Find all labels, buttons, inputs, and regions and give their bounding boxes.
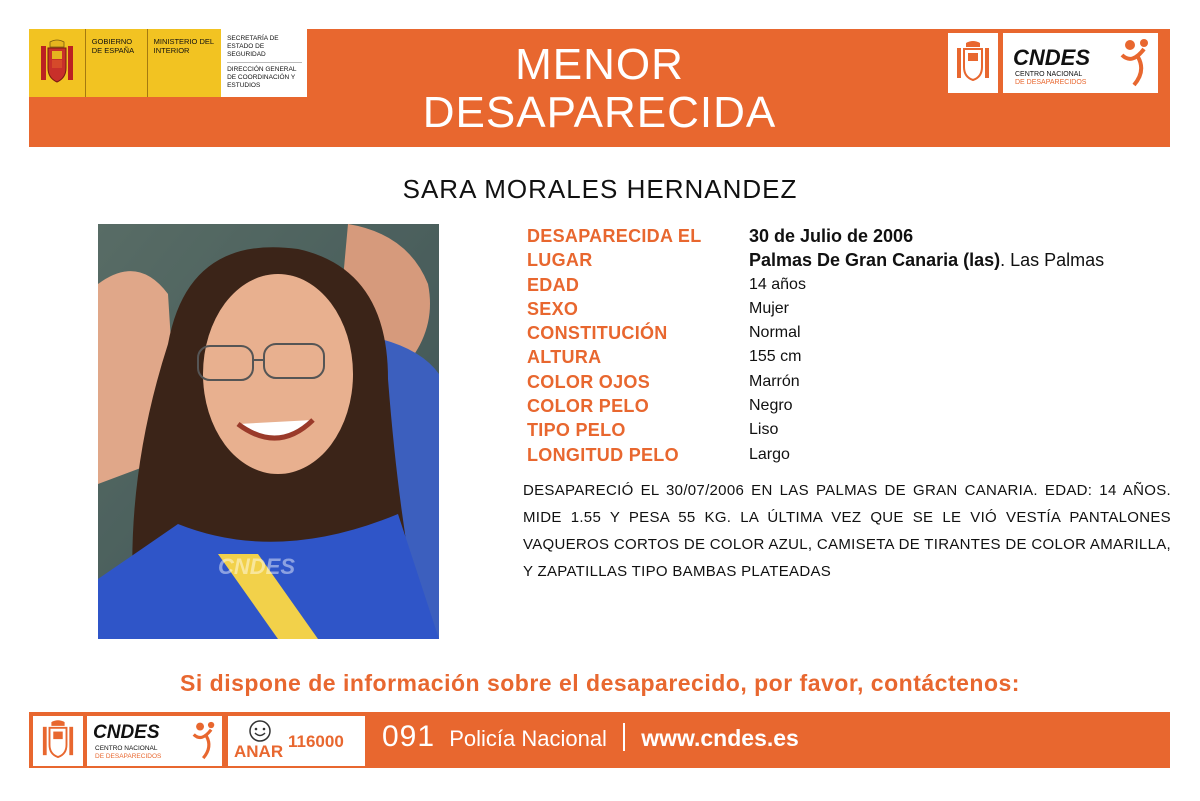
- footer-seal-icon: [32, 715, 84, 767]
- header-banner: [29, 29, 1170, 147]
- detail-label: SEXO: [527, 298, 579, 319]
- title-line-2: DESAPARECIDA: [422, 88, 777, 137]
- detail-value: Liso: [749, 421, 779, 439]
- footer-contact-line: [382, 720, 799, 754]
- footer-running-figure-icon: [189, 719, 219, 761]
- detail-label: TIPO PELO: [527, 420, 626, 441]
- seal-icon: [947, 32, 999, 94]
- detail-label: LONGITUD PELO: [527, 444, 679, 465]
- footer-banner: [29, 712, 1170, 768]
- person-photo: [98, 224, 439, 639]
- cndes-wordmark: CNDES: [1013, 45, 1091, 70]
- detail-label: CONSTITUCIÓN: [527, 323, 668, 344]
- police-phone-number: 091: [382, 720, 436, 753]
- anar-phone-number: 116000: [288, 732, 344, 751]
- detail-label: LUGAR: [527, 250, 593, 271]
- detail-value: Marrón: [749, 372, 800, 390]
- cndes-subtitle-2: DE DESAPARECIDOS: [1015, 79, 1087, 86]
- detail-label: COLOR OJOS: [527, 371, 651, 392]
- gov-spain-label: GOBIERNO DE ESPAÑA: [85, 29, 147, 97]
- person-name: SARA MORALES HERNANDEZ: [402, 174, 798, 204]
- smiley-face-icon: [248, 719, 272, 743]
- footer-cndes-wordmark: CNDES: [93, 722, 160, 743]
- running-figure-icon: [1116, 37, 1154, 87]
- ministry-label: MINISTERIO DEL INTERIOR: [147, 29, 220, 97]
- secretariat-line: SECRETARÍA DE ESTADO DE SEGURIDAD: [227, 35, 279, 58]
- location-province: . Las Palmas: [1000, 250, 1105, 271]
- detail-label: EDAD: [527, 274, 580, 295]
- detail-label: DESAPARECIDA EL: [527, 226, 702, 246]
- footer-cndes-subtitle-1: CENTRO NACIONAL: [95, 745, 158, 752]
- detail-label: COLOR PELO: [527, 396, 650, 417]
- anar-logo: [227, 715, 366, 767]
- cndes-subtitle-1: CENTRO NACIONAL: [1015, 71, 1083, 78]
- detail-value: Normal: [749, 324, 801, 342]
- contact-prompt: Si dispone de información sobre el desaparecido, por favor, contáctenos:: [180, 670, 1020, 696]
- detail-value: Negro: [749, 397, 793, 415]
- detail-label: ALTURA: [527, 347, 602, 368]
- title-line-1: MENOR: [515, 40, 684, 89]
- location-city: Palmas De Gran Canaria (las): [749, 250, 1001, 271]
- footer-cndes-subtitle-2: DE DESAPARECIDOS: [95, 753, 162, 760]
- website-link[interactable]: www.cndes.es: [641, 725, 799, 751]
- description-text: DESAPARECIÓ EL 30/07/2006 EN LAS PALMAS DE GRAN CANARIA. EDAD: 14 AÑOS. MIDE 1.55 Y PESA 55 KG. LA ÚLTIMA VEZ QUE SE LE VIÓ VESTÍA PANTALONES VAQUEROS CORTOS DE COLOR AZUL, CAMISETA DE TIRANTES DE COLOR AMARILLA, Y ZAPATILLAS TIPO BAMBAS PLATEADAS: [523, 482, 1171, 580]
- detail-value: 155 cm: [749, 348, 802, 366]
- detail-value: Mujer: [749, 299, 790, 317]
- missing-date: 30 de Julio de 2006: [749, 226, 914, 246]
- detail-value: [749, 250, 1104, 271]
- detail-value: 14 años: [749, 275, 806, 293]
- directorate-line: DIRECCIÓN GENERAL DE COORDINACIÓN Y ESTUDIOS: [227, 66, 297, 89]
- police-label: Policía Nacional: [449, 726, 607, 751]
- anar-wordmark: ANAR: [234, 742, 284, 761]
- cndes-logo: [1002, 32, 1159, 94]
- footer-cndes-logo: [86, 715, 223, 767]
- photo-watermark: CNDES: [218, 554, 296, 579]
- divider: [623, 723, 625, 751]
- detail-value: Largo: [749, 445, 790, 463]
- cndes-header-logo: [947, 32, 1159, 94]
- detail-value: [749, 226, 913, 247]
